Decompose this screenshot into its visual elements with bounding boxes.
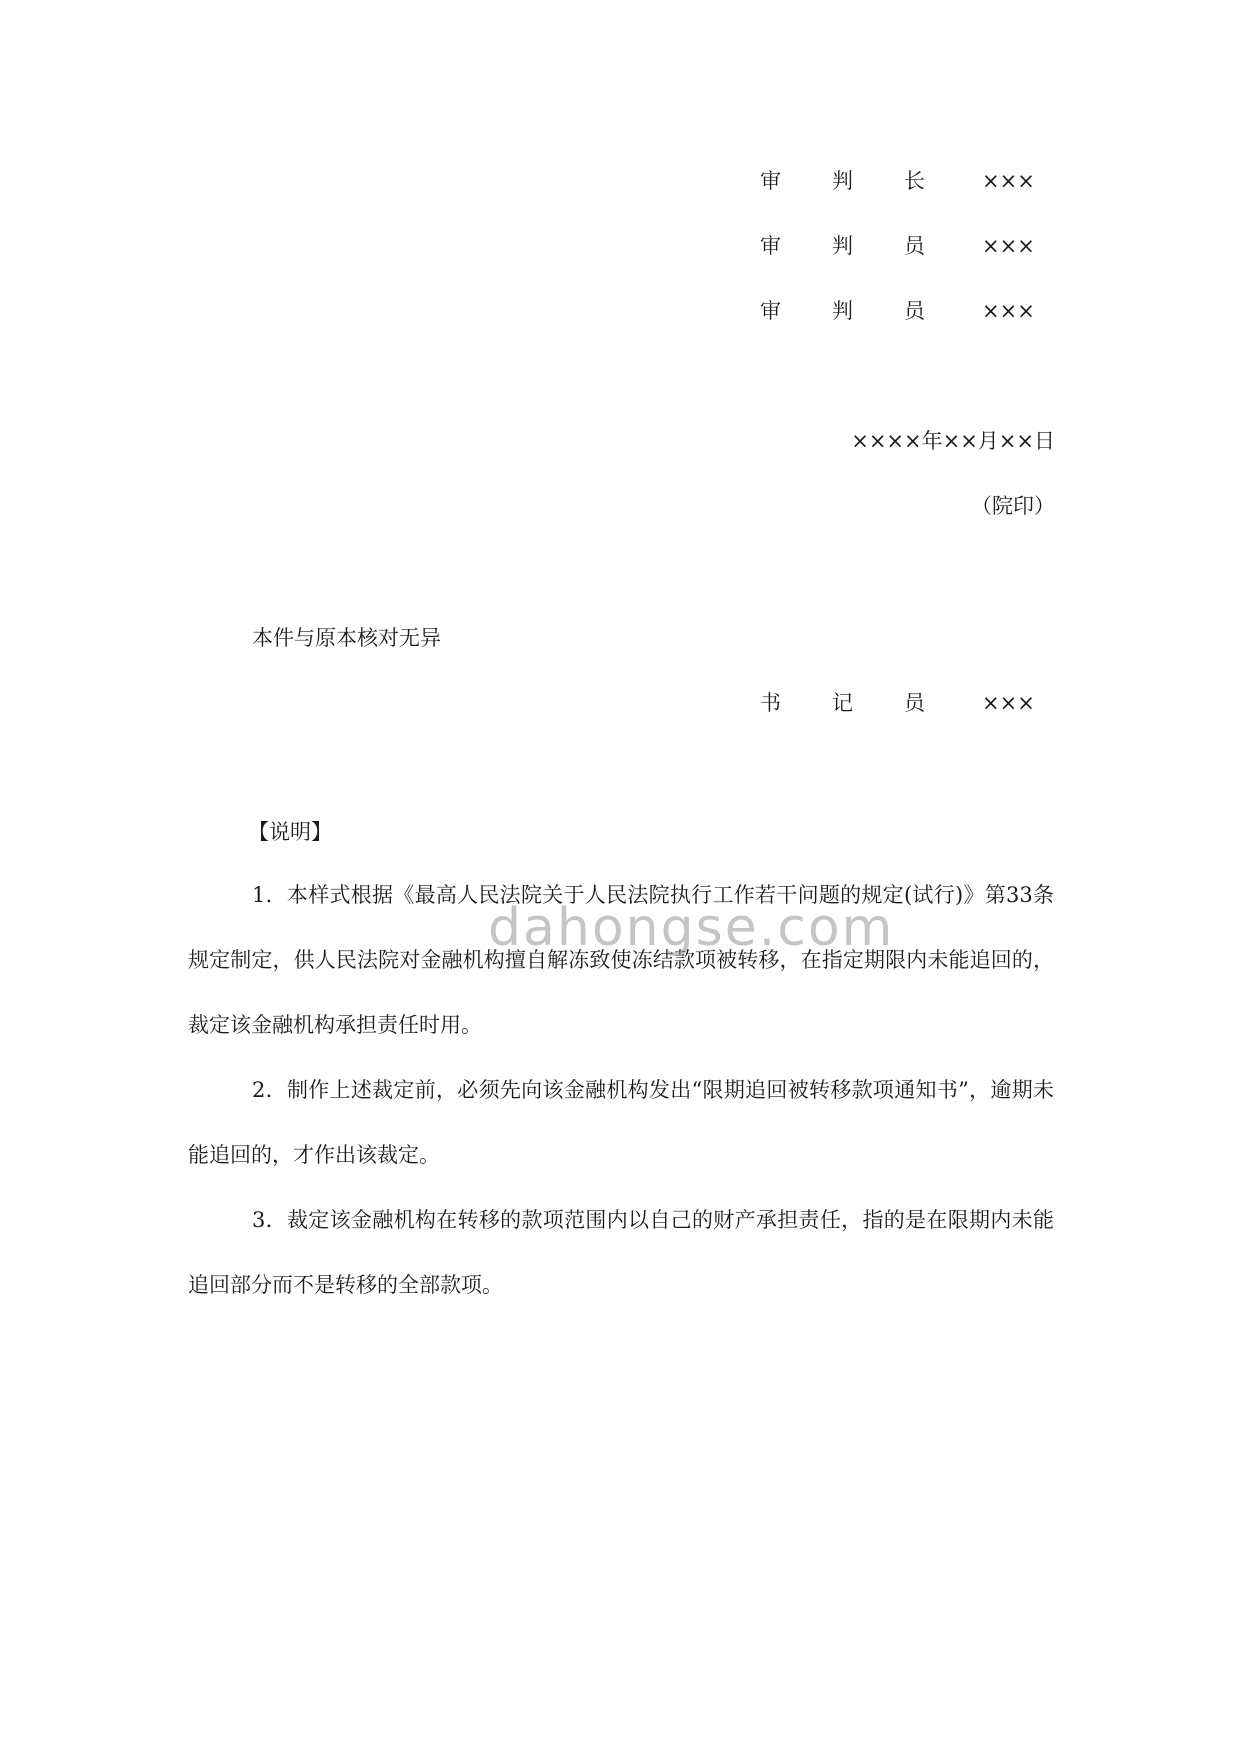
signature-name: ××× — [982, 299, 1035, 323]
notes-heading: 【说明】 — [248, 820, 332, 844]
signature-row-presiding-judge — [760, 165, 1060, 197]
court-seal-label: （院印） — [971, 494, 1055, 518]
watermark: dahongse.com — [488, 898, 895, 958]
signature-role: 审判员 — [760, 234, 925, 258]
note-item-2: 2．制作上述裁定前，必须先向该金融机构发出“限期追回被转移款项通知书”，逾期未能追回的，才作出该裁定。 — [188, 1078, 1054, 1167]
signature-name: ××× — [982, 691, 1035, 715]
verification-statement: 本件与原本核对无异 — [252, 626, 441, 650]
note-item-3: 3．裁定该金融机构在转移的款项范围内以自己的财产承担责任，指的是在限期内未能追回部分而不是转移的全部款项。 — [188, 1208, 1054, 1297]
signature-name: ××× — [982, 234, 1035, 258]
signature-role: 书记员 — [760, 691, 925, 715]
document-date: ××××年××月××日 — [851, 429, 1055, 453]
signature-name: ××× — [982, 169, 1035, 193]
note-item-1: 1．本样式根据《最高人民法院关于人民法院执行工作若干问题的规定(试行)》第33条规定制定，供人民法院对金融机构擅自解冻致使冻结款项被转移，在指定期限内未能追回的，裁定该金融机构承担责任时用。 — [188, 883, 1054, 1037]
signature-row-judge-2 — [760, 295, 1060, 327]
signature-role: 审判长 — [760, 169, 925, 193]
signature-role: 审判员 — [760, 299, 925, 323]
signature-row-judge-1 — [760, 230, 1060, 262]
signature-row-clerk — [760, 687, 1060, 719]
